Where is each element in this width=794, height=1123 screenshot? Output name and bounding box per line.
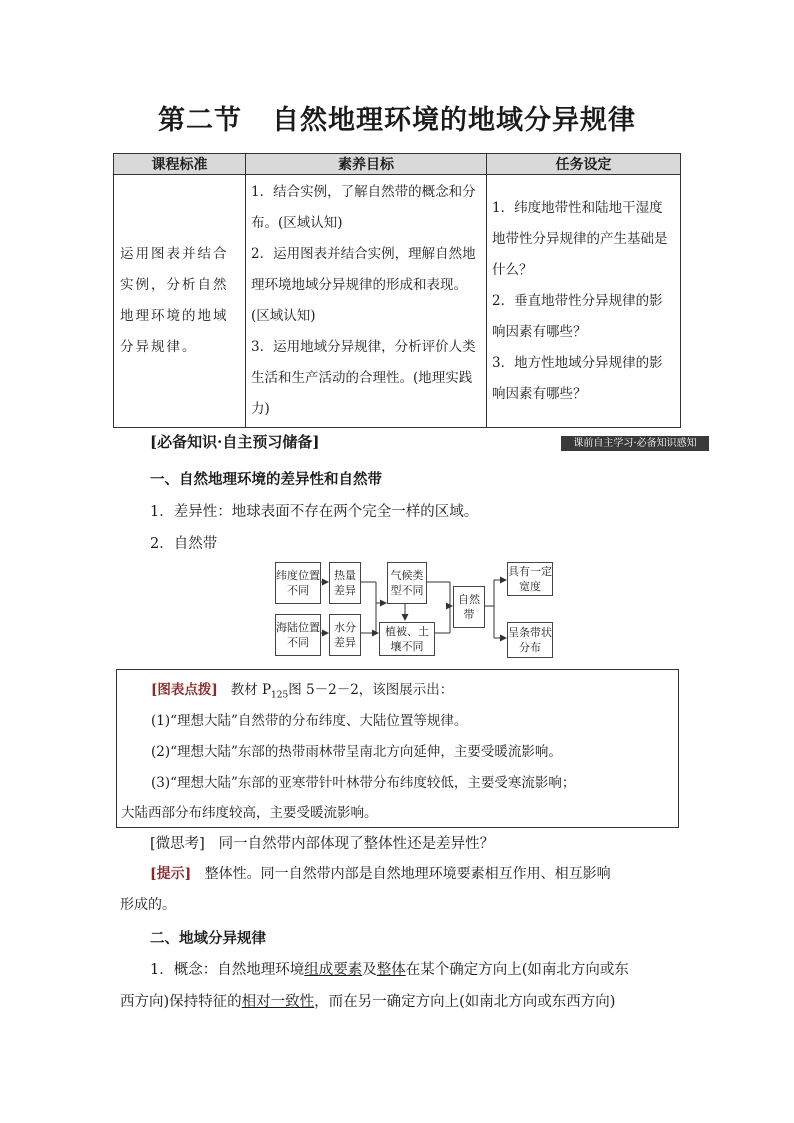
box-sea-land: 海陆位置不同 xyxy=(275,614,321,656)
section-name: 自然地理环境的地域分异规律 xyxy=(272,105,636,136)
box-latitude: 纬度位置不同 xyxy=(275,562,321,604)
tip-label: [图表点拨] xyxy=(151,682,218,698)
standard-cell: 运用图表并结合实例，分析自然地理环境的地域分异规律。 xyxy=(114,175,246,428)
goal-item: 2．运用图表并结合实例，理解自然地理环境地域分异规律的形成和表现。(区域认知) xyxy=(251,246,476,324)
tip-line: (3)“理想大陆”东部的亚寒带针叶林带分布纬度较低，主要受寒流影响； xyxy=(151,775,576,791)
box-climate: 气候类型不同 xyxy=(387,562,427,604)
hint-line1: [提示] 整体性。同一自然带内部是自然地理环境要素相互作用、相互影响 xyxy=(150,866,611,882)
header-tasks: 任务设定 xyxy=(487,154,681,175)
concept-line2: 西方向)保持特征的相对一致性，而在另一确定方向上(如南北方向或东西方向) xyxy=(120,994,616,1010)
hint-line2: 形成的。 xyxy=(120,897,176,913)
goal-item: 1．结合实例，了解自然带的概念和分布。(区域认知) xyxy=(251,184,476,231)
hint-label: [提示] xyxy=(150,866,192,882)
part1-item1: 1．差异性：地球表面不存在两个完全一样的区域。 xyxy=(150,504,479,520)
task-item: 1．纬度地带性和陆地干湿度地带性分异规律的产生基础是什么？ xyxy=(492,199,668,278)
box-vegetation-soil: 植被、土壤不同 xyxy=(379,622,435,656)
part1-item2: 2．自然带 xyxy=(150,536,218,552)
box-natural-zone: 自然带 xyxy=(453,586,485,628)
section-tag: 课前自主学习·必备知识感知 xyxy=(561,436,709,451)
chart-tip-box xyxy=(116,669,679,828)
part1-heading: 一、自然地理环境的差异性和自然带 xyxy=(150,471,382,488)
box-water: 水分差异 xyxy=(329,614,361,656)
box-heat: 热量差异 xyxy=(329,562,361,604)
think-question: 同一自然带内部体现了整体性还是差异性？ xyxy=(218,836,495,852)
header-standard: 课程标准 xyxy=(114,154,246,175)
task-item: 2．垂直地带性分异规律的影响因素有哪些？ xyxy=(492,292,663,340)
header-goals: 素养目标 xyxy=(246,154,487,175)
think-line xyxy=(150,832,494,853)
tip-line: (2)“理想大陆”东部的热带雨林带呈南北方向延伸，主要受暖流影响。 xyxy=(151,744,562,760)
goal-item: 3．运用地域分异规律，分析评价人类生活和生产活动的合理性。(地理实践力) xyxy=(251,339,476,417)
concept-line1: 1．概念：自然地理环境组成要素及整体在某个确定方向上(如南北方向或东 xyxy=(150,962,629,978)
box-width: 具有一定宽度 xyxy=(507,562,553,596)
tip-intro: [图表点拨] 教材 $P_{125}$图 5－2－2，该图展示出： xyxy=(151,682,454,701)
tip-line: 大陆西部分布纬度较高，主要受暖流影响。 xyxy=(121,805,378,821)
section-number: 第二节 xyxy=(158,105,242,136)
task-item: 3．地方性地域分异规律的影响因素有哪些？ xyxy=(492,354,663,402)
box-strip: 呈条带状分布 xyxy=(507,622,553,658)
tip-line: (1)“理想大陆”自然带的分布纬度、大陆位置等规律。 xyxy=(151,713,468,729)
section-heading: [必备知识·自主预习储备] xyxy=(150,433,320,451)
think-label: [微思考] xyxy=(150,836,205,852)
part2-heading: 二、地域分异规律 xyxy=(150,930,266,947)
